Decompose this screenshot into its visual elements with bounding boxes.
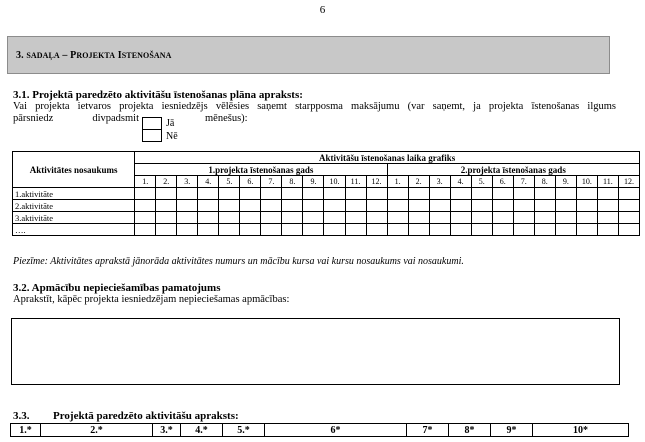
activity-description-column: 4.*: [181, 424, 223, 437]
schedule-cell[interactable]: [408, 200, 429, 212]
schedule-cell[interactable]: [282, 224, 303, 236]
activity-name-header: Aktivitātes nosaukums: [13, 152, 135, 188]
schedule-cell[interactable]: [471, 200, 492, 212]
schedule-cell[interactable]: [345, 200, 366, 212]
schedule-cell[interactable]: [429, 200, 450, 212]
schedule-cell[interactable]: [597, 212, 618, 224]
schedule-cell[interactable]: [303, 200, 324, 212]
schedule-cell[interactable]: [303, 212, 324, 224]
activity-description-table: [10, 423, 629, 437]
activity-schedule-table: [12, 151, 640, 236]
section-3-2-title: 3.2. Apmācību nepieciešamības pamatojums: [13, 282, 221, 294]
schedule-cell[interactable]: [513, 224, 534, 236]
justification-textbox[interactable]: [11, 318, 620, 385]
schedule-cell[interactable]: [618, 212, 639, 224]
page-number: 6: [319, 4, 326, 16]
section-dash: –: [62, 50, 68, 61]
schedule-cell[interactable]: [366, 200, 387, 212]
month-header-cell: 6.: [240, 176, 261, 188]
schedule-cell[interactable]: [240, 200, 261, 212]
schedule-cell[interactable]: [156, 224, 177, 236]
section-header: [7, 36, 610, 74]
schedule-cell[interactable]: [471, 224, 492, 236]
schedule-cell[interactable]: [429, 212, 450, 224]
section-3-1-title: 3.1. Projektā paredzēto aktivitāšu īstenošanas plāna apraksts:: [13, 89, 303, 101]
schedule-cell[interactable]: [450, 212, 471, 224]
month-header-cell: 7.: [513, 176, 534, 188]
month-header-cell: 11.: [345, 176, 366, 188]
month-header-cell: 1.: [135, 176, 156, 188]
schedule-cell[interactable]: [324, 188, 345, 200]
schedule-cell[interactable]: [555, 188, 576, 200]
label-no: Nē: [166, 131, 178, 142]
schedule-cell[interactable]: [324, 200, 345, 212]
schedule-cell[interactable]: [492, 188, 513, 200]
schedule-cell[interactable]: [177, 188, 198, 200]
label-months: mēnešus):: [205, 113, 248, 124]
schedule-cell[interactable]: [135, 200, 156, 212]
schedule-cell[interactable]: [345, 224, 366, 236]
schedule-cell[interactable]: [576, 212, 597, 224]
month-header-cell: 3.: [429, 176, 450, 188]
table-row: [13, 188, 640, 200]
schedule-cell[interactable]: [177, 224, 198, 236]
activity-rows: [13, 188, 640, 236]
schedule-cell[interactable]: [429, 224, 450, 236]
month-header-cell: 9.: [555, 176, 576, 188]
schedule-cell[interactable]: [177, 212, 198, 224]
schedule-cell[interactable]: [618, 188, 639, 200]
section-title-initial: P: [70, 50, 77, 61]
schedule-cell[interactable]: [492, 212, 513, 224]
schedule-cell[interactable]: [408, 212, 429, 224]
activity-label: 2.aktivitāte: [13, 200, 135, 212]
schedule-cell[interactable]: [219, 200, 240, 212]
schedule-cell[interactable]: [219, 188, 240, 200]
month-header-cell: 3.: [177, 176, 198, 188]
year2-header: 2.projekta īstenošanas gads: [387, 164, 639, 176]
month-header-cell: 11.: [597, 176, 618, 188]
schedule-cell[interactable]: [177, 200, 198, 212]
schedule-cell[interactable]: [471, 188, 492, 200]
month-header-cell: 12.: [366, 176, 387, 188]
schedule-cell[interactable]: [387, 212, 408, 224]
schedule-cell[interactable]: [534, 188, 555, 200]
schedule-cell[interactable]: [471, 212, 492, 224]
schedule-cell[interactable]: [261, 188, 282, 200]
section-number: 3.: [16, 50, 24, 61]
section-3-3-text: Projektā paredzēto aktivitāšu apraksts:: [53, 410, 239, 422]
section-3-3-number: 3.3.: [13, 410, 30, 422]
schedule-cell[interactable]: [219, 224, 240, 236]
schedule-cell[interactable]: [198, 188, 219, 200]
month-header-cell: 7.: [261, 176, 282, 188]
schedule-cell[interactable]: [156, 200, 177, 212]
section-3-3-title: [13, 410, 239, 422]
schedule-cell[interactable]: [387, 200, 408, 212]
schedule-cell[interactable]: [555, 200, 576, 212]
month-header-cell: 5.: [219, 176, 240, 188]
schedule-cell[interactable]: [534, 212, 555, 224]
schedule-cell[interactable]: [597, 200, 618, 212]
schedule-cell[interactable]: [618, 224, 639, 236]
schedule-header: Aktivitāšu īstenošanas laika grafiks: [135, 152, 640, 164]
schedule-cell[interactable]: [198, 212, 219, 224]
activity-description-column: 5.*: [223, 424, 265, 437]
schedule-cell[interactable]: [303, 224, 324, 236]
activity-label: 3.aktivitāte: [13, 212, 135, 224]
schedule-cell[interactable]: [513, 212, 534, 224]
schedule-cell[interactable]: [513, 200, 534, 212]
schedule-cell[interactable]: [450, 224, 471, 236]
schedule-cell[interactable]: [261, 200, 282, 212]
schedule-cell[interactable]: [513, 188, 534, 200]
section-3-2-description: Aprakstīt, kāpēc projekta iesniedzējam nepieciešamas apmācības:: [13, 294, 290, 305]
section-title-rest-2: STENOŠANA: [121, 51, 172, 60]
month-header-cell: 8.: [282, 176, 303, 188]
section-3-1-question-cont: pārsniedz divpadsmit: [13, 113, 139, 124]
schedule-cell[interactable]: [282, 200, 303, 212]
month-header-cell: 8.: [534, 176, 555, 188]
schedule-cell[interactable]: [345, 188, 366, 200]
schedule-cell[interactable]: [261, 212, 282, 224]
schedule-cell[interactable]: [261, 224, 282, 236]
year1-header: 1.projekta īstenošanas gads: [135, 164, 387, 176]
schedule-cell[interactable]: [156, 188, 177, 200]
schedule-cell[interactable]: [492, 200, 513, 212]
schedule-cell[interactable]: [198, 200, 219, 212]
schedule-cell[interactable]: [240, 212, 261, 224]
activity-description-column: 1.*: [11, 424, 41, 437]
schedule-cell[interactable]: [387, 188, 408, 200]
schedule-cell[interactable]: [597, 188, 618, 200]
schedule-cell[interactable]: [156, 212, 177, 224]
section-title-initial-2: I: [117, 50, 122, 61]
schedule-cell[interactable]: [345, 212, 366, 224]
activity-description-column: 9*: [491, 424, 533, 437]
schedule-cell[interactable]: [492, 224, 513, 236]
month-header-cell: 4.: [198, 176, 219, 188]
activity-description-column: 2.*: [41, 424, 153, 437]
month-header-cell: 2.: [156, 176, 177, 188]
activity-description-column: 7*: [407, 424, 449, 437]
schedule-cell[interactable]: [408, 188, 429, 200]
note: Piezīme: Aktivitātes aprakstā jānorāda aktivitātes numurs un mācību kursa vai kursu nosaukums vai nosaukumi.: [13, 256, 464, 267]
table-row: [13, 200, 640, 212]
schedule-cell[interactable]: [555, 224, 576, 236]
month-header-cell: 4.: [450, 176, 471, 188]
schedule-cell[interactable]: [366, 212, 387, 224]
table-row: [13, 224, 640, 236]
schedule-cell[interactable]: [576, 200, 597, 212]
schedule-cell[interactable]: [240, 224, 261, 236]
schedule-cell[interactable]: [534, 224, 555, 236]
schedule-cell[interactable]: [135, 212, 156, 224]
label-yes: Jā: [166, 118, 175, 129]
month-header-cell: 2.: [408, 176, 429, 188]
schedule-cell[interactable]: [366, 188, 387, 200]
month-header-cell: 10.: [576, 176, 597, 188]
table-row: [13, 212, 640, 224]
schedule-cell[interactable]: [534, 200, 555, 212]
month-header-cell: 5.: [471, 176, 492, 188]
schedule-cell[interactable]: [135, 224, 156, 236]
month-header-cell: 1.: [387, 176, 408, 188]
section-label: SADAĻA: [26, 51, 60, 60]
activity-description-column: 8*: [449, 424, 491, 437]
schedule-cell[interactable]: [135, 188, 156, 200]
schedule-cell[interactable]: [429, 188, 450, 200]
month-header-cell: 10.: [324, 176, 345, 188]
section-3-1-question: Vai projekta ietvaros projekta iesniedzējs vēlēsies saņemt starpposma maksājumu (var saņemt, ja projekta īstenošanas ilgums: [13, 101, 616, 112]
schedule-cell[interactable]: [450, 200, 471, 212]
activity-description-column: 6*: [265, 424, 407, 437]
activity-label: 1.aktivitāte: [13, 188, 135, 200]
schedule-cell[interactable]: [303, 188, 324, 200]
schedule-cell[interactable]: [366, 224, 387, 236]
schedule-cell[interactable]: [576, 188, 597, 200]
schedule-cell[interactable]: [324, 212, 345, 224]
month-header-cell: 9.: [303, 176, 324, 188]
schedule-cell[interactable]: [618, 200, 639, 212]
schedule-cell[interactable]: [576, 224, 597, 236]
schedule-cell[interactable]: [240, 188, 261, 200]
section-title-rest: ROJEKTA: [76, 51, 116, 60]
activity-description-column: 10*: [533, 424, 629, 437]
section-title: [16, 50, 172, 61]
schedule-cell[interactable]: [555, 212, 576, 224]
schedule-cell[interactable]: [219, 212, 240, 224]
schedule-cell[interactable]: [408, 224, 429, 236]
schedule-cell[interactable]: [387, 224, 408, 236]
schedule-cell[interactable]: [597, 224, 618, 236]
activity-description-header-row: [11, 424, 629, 437]
month-header-cell: 6.: [492, 176, 513, 188]
activity-description-column: 3.*: [153, 424, 181, 437]
schedule-cell[interactable]: [282, 212, 303, 224]
schedule-cell[interactable]: [324, 224, 345, 236]
schedule-cell[interactable]: [198, 224, 219, 236]
schedule-cell[interactable]: [282, 188, 303, 200]
month-header-cell: 12.: [618, 176, 639, 188]
activity-label: ….: [13, 224, 135, 236]
checkbox-no[interactable]: [142, 129, 162, 142]
schedule-cell[interactable]: [450, 188, 471, 200]
